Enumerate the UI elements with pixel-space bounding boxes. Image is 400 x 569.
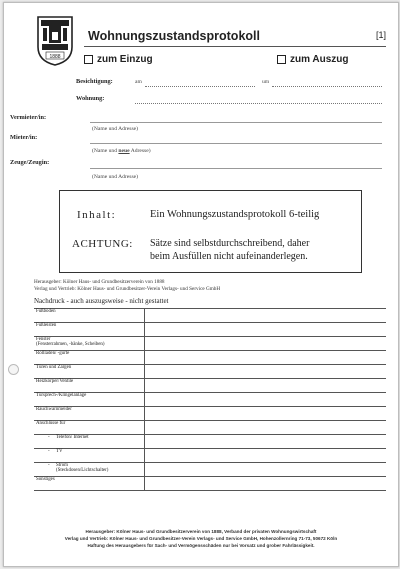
row-notes-cell[interactable] [145,421,387,435]
form-sheet [3,2,399,567]
table-row [34,477,386,491]
room-table [34,308,386,491]
table-row [34,421,386,435]
vermieter-label: Vermieter/in: [10,114,47,121]
row-label: Rauchwarnmelder [36,407,72,412]
table-row [34,337,386,351]
coat-of-arms-logo [35,15,75,66]
publisher-line: Verlag und Vertrieb: Kölner Haus- und Grundbesitzer-Verein Verlags- und Service GmbH [34,286,221,292]
table-row [34,365,386,379]
row-notes-cell[interactable] [145,309,387,323]
dash-marker: - [48,463,50,468]
row-label: Fußboden [36,309,56,314]
checkbox-auszug-label: zum Auszug [290,54,349,65]
row-label-cell [34,337,145,351]
zeuge-hint: (Name und Adresse) [92,174,138,180]
row-label: Türsprech-/Klingelanlage [36,393,87,398]
dash-marker: - [48,435,50,440]
checkbox-square[interactable] [277,55,286,64]
am-label: am [135,79,142,85]
table-row [34,393,386,407]
mieter-hint: (Name und neue Adresse) [92,148,151,154]
neue-emphasis: neue [118,148,130,154]
checkbox-square[interactable] [84,55,93,64]
row-label-cell [34,393,145,407]
punch-hole [8,364,19,375]
row-sublabel: (Fensterrahmen, -bänke, Scheiben) [36,342,105,347]
row-label-cell [34,421,145,435]
row-label-cell [34,309,145,323]
um-label: um [262,79,270,85]
vermieter-hint: (Name und Adresse) [92,126,138,132]
achtung-label: ACHTUNG: [72,238,133,250]
row-label: Türen und Zargen [36,365,72,370]
row-label-cell [34,407,145,421]
row-notes-cell[interactable] [145,449,387,463]
row-label: Telefon/ Internet [56,435,89,440]
table-row [34,379,386,393]
zeuge-field[interactable] [90,168,382,169]
publisher-line: Herausgeber: Kölner Haus- und Grundbesitzerverein von 1888 [34,279,165,285]
page-title: Wohnungszustandsprotokoll [88,29,260,43]
row-notes-cell[interactable] [145,379,387,393]
row-notes-cell[interactable] [145,337,387,351]
footer-line: Verlag und Vertrieb: Kölner Haus- und Grundbesitzer-Verein Verlags- und Service GmbH, Hohenzollernring 71-73, 50672 Köln [64,536,338,541]
inhalt-label: Inhalt: [77,209,117,221]
inhalt-text: Ein Wohnungszustandsprotokoll 6-teilig [150,209,320,220]
mieter-label: Mieter/in: [10,134,38,141]
row-label: Heizkörper/Ventile [36,379,74,384]
footer-line: Herausgeber: Kölner Haus- und Grundbesitzerverein von 1888, Verband der privaten Wohnungswirtschaft [85,529,317,534]
footer-line: Haftung des Herausgebers für Sach- und Vermögensschäden nur bei Vorsatz und grober Fahrlässigkeit. [87,543,315,548]
row-label: TV [56,449,63,454]
row-label: Fenster [36,337,51,342]
table-row [34,463,386,477]
row-label-cell [34,323,145,337]
table-row [34,449,386,463]
table-row [34,407,386,421]
table-row [34,351,386,365]
row-notes-cell[interactable] [145,351,387,365]
row-notes-cell[interactable] [145,407,387,421]
checkbox-einzug[interactable] [84,54,153,65]
logo-year: 1888 [49,54,61,60]
row-sublabel: (Steckdosen/Lichtschalter) [56,468,109,473]
row-label: Fußleisten [36,323,57,328]
row-notes-cell[interactable] [145,393,387,407]
row-notes-cell[interactable] [145,435,387,449]
table-row [34,309,386,323]
table-row [34,435,386,449]
table-row [34,323,386,337]
row-label-cell [34,365,145,379]
row-label-cell [34,477,145,491]
checkbox-einzug-label: zum Einzug [97,54,153,65]
row-notes-cell[interactable] [145,477,387,491]
checkbox-auszug[interactable] [277,54,349,65]
row-label: Sonstiges [36,477,55,482]
content-info-box [59,190,362,273]
row-label-cell [34,435,145,449]
nachdruck-note: Nachdruck - auch auszugsweise - nicht gestattet [34,297,169,305]
row-label: Strom [56,463,68,468]
page-number: [1] [375,30,386,40]
row-label-cell [34,449,145,463]
title-divider [84,46,386,47]
row-label-cell [34,379,145,393]
time-field[interactable] [272,86,382,87]
row-label: Anschlüsse für [36,421,66,426]
mieter-field[interactable] [90,143,382,144]
dash-marker: - [48,449,50,454]
row-label-cell [34,463,145,477]
row-notes-cell[interactable] [145,463,387,477]
wohnung-field[interactable] [135,103,382,104]
wohnung-label: Wohnung: [76,95,105,102]
row-label-cell [34,351,145,365]
zeuge-label: Zeuge/Zeugin: [10,159,50,166]
row-notes-cell[interactable] [145,365,387,379]
date-field[interactable] [145,86,255,87]
achtung-text: Sätze sind selbstdurchschreibend, daher beim Ausfüllen nicht aufeinanderlegen. [150,238,310,262]
row-notes-cell[interactable] [145,323,387,337]
besichtigung-label: Besichtigung: [76,78,113,85]
row-label: Rollladen/ -gurte [36,351,70,356]
vermieter-field[interactable] [90,122,382,123]
